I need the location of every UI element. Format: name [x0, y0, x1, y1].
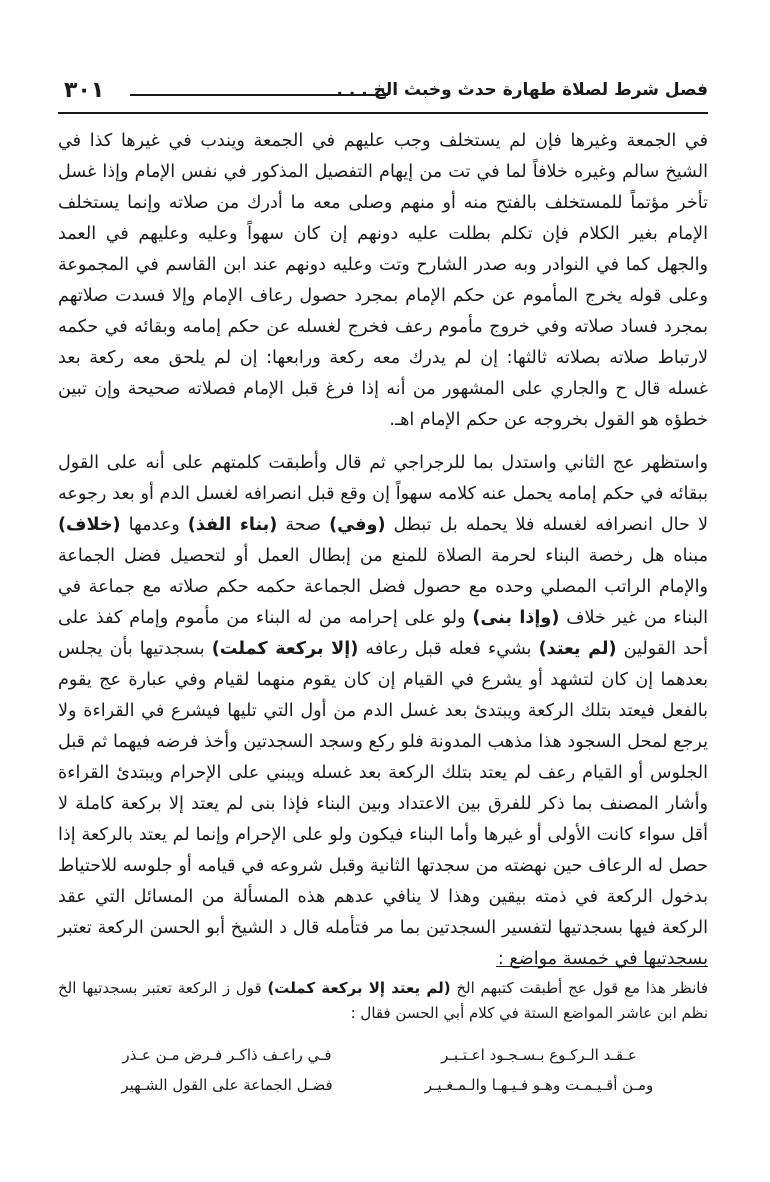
text-run: بشيء فعله قبل رعافه	[358, 639, 539, 659]
main-text	[58, 126, 708, 975]
verse-2-first-hemistich: ومـن أقـيـمـت وهـو فـيـهـا والـمـغـيـر	[424, 1075, 654, 1094]
paragraph-1: في الجمعة وغيرها فإن لم يستخلف وجب عليهم في الجمعة ويندب في غيرها كذا في الشيخ سالم وغيره خلافاً لما في تت من إيهام التفصيل المذكور في نفس الإمام وإذا غسل تأخر مؤتماً للمستخلف بالفتح منه أو منهم وصلى معه ما أدرك من صلاته وإنما يستخلف الإمام بغير الكلام فإن تكلم بطلت عليه دونهم إن كان سهواً وعليه وعليهم في العمد والجهل كما في النوادر وبه صدر الشارح وتت وعليه دونهم عند ابن القاسم في المجموعة وعلى قوله يخرج المأموم عن حكم الإمام بمجرد حصول رعاف الإمام وإلا فسدت صلاتهم بمجرد فساد صلاته وفي خروج مأموم رعف فخرج لغسله عن حكم إمامه وبقائه في حكمه لارتباط صلاته بصلاته ثالثها: إن لم يدرك معه ركعة ورابعها: إن لم يلحق معه ركعة بعد غسله قال ح والجاري على المشهور من أنه إذا فرغ قبل الإمام فصلاته صحيحة وإن تبين خطؤه هو القول بخروجه عن حكم الإمام اهـ.	[58, 131, 708, 430]
verse-line-2	[58, 1070, 708, 1100]
bold-term: (خلاف)	[58, 515, 121, 535]
paragraph-2	[58, 448, 708, 975]
footnote-text	[58, 976, 708, 1026]
bold-term: (وفي)	[329, 515, 386, 535]
running-header	[58, 78, 708, 106]
header-title: فصل شرط لصلاة طهارة حدث وخبث الخ . . .	[336, 80, 708, 100]
text-run: ولو على إحرامه من له البناء من مأموم وإمام كفذ على أحد القولين	[58, 608, 709, 659]
text-run: بسجدتيها بأن يجلس بعدهما إن كان لتشهد أو يشرع في القيام إن كان يقوم منهما لقيام وفي عبارة عج يقوم بالفعل فيعتد بتلك الركعة ويبتدئ بعد غسل الدم من أول التي تليها فيشرع في القراءة ولا يرجع لمحل السجود هذا مذهب المدونة فلو ركع وسجد السجدتين وأخذ فرضه فيهما ثم قبل الجلوس أو القيام رعف لم يعتد بتلك الركعة بعد غسله ويبني على الإحرام ويبتدئ القراءة وأشار المصنف بما ذكر للفرق بين الاعتداد وبين البناء فإذا بنى لم يعتد إلا بركعة كاملة لا أقل سواء كانت الأولى أو غيرها وأما البناء فيكون ولو على الإحرام وإنما لم يعتد بالركعة إذا حصل له الرعاف حين نهضته من سجدتها الثانية وقبل شروعه في قيامه أو جلوسه للاحتياط بدخول الركعة في ذمته بيقين وهذا لا ينافي عدهم هذه المسألة من المسائل التي عقد الركعة فيها بسجدتيها لتفسير السجدتين بما مر فتأمله قال د الشيخ أبو الحسن الركعة تعتبر بسجدتيها في خمسة مواضع :	[58, 639, 708, 969]
footnote-separator	[496, 966, 708, 967]
text-run: قول ز الركعة تعتبر بسجدتيها الخ نظم ابن عاشر المواضع الستة في كلام أبي الحسن فقال :	[58, 979, 708, 1022]
bold-term: (إلا بركعة كملت)	[211, 639, 359, 659]
bold-term: (لم يعتد إلا بركعة كملت)	[267, 979, 451, 997]
text-run: واستظهر عج الثاني واستدل بما للرجراجي ثم قال وأطبقت كلمتهم على أنه على القول ببقائه في حكم إمامه يحمل عنه كلامه سهواً إن وقع قبل انصرافه لغسل الدم أو بعد رجوعه لا حال انصرافه لغسله فلا يحمله بل تبطل	[58, 453, 708, 535]
verse-1-first-hemistich: عـقـد الـركـوع بـسـجـود اعـتـبـر	[441, 1045, 637, 1064]
verse-1-second-hemistich: فـي راعـف ذاكـر فـرض مـن عـذر	[122, 1045, 332, 1064]
bold-term: (بناء الفذ)	[187, 515, 278, 535]
verse-2-second-hemistich: فضـل الجماعة على القول الشـهير	[121, 1075, 333, 1094]
poem-verses	[58, 1040, 708, 1100]
text-run: وعدمها	[120, 515, 188, 535]
text-run: صحة	[277, 515, 330, 535]
page-number: ٣٠١	[64, 78, 105, 103]
footnote	[58, 976, 708, 1100]
bold-term: (لم يعتد)	[538, 639, 617, 659]
text-run: مبناه هل رخصة البناء لحرمة الصلاة للمنع من إبطال العمل أو لتحصيل فضل الجماعة والإمام الراتب المصلي وحده مع حصول فضل الجماعة حكمه حكم صلاته مع جماعة في البناء من غير خلاف	[58, 546, 708, 628]
text-run: فانظر هذا مع قول عج أطبقت كتبهم الخ	[450, 979, 708, 997]
header-rule	[58, 112, 708, 114]
verse-line-1	[58, 1040, 708, 1070]
bold-term: (وإذا بنى)	[472, 608, 560, 628]
